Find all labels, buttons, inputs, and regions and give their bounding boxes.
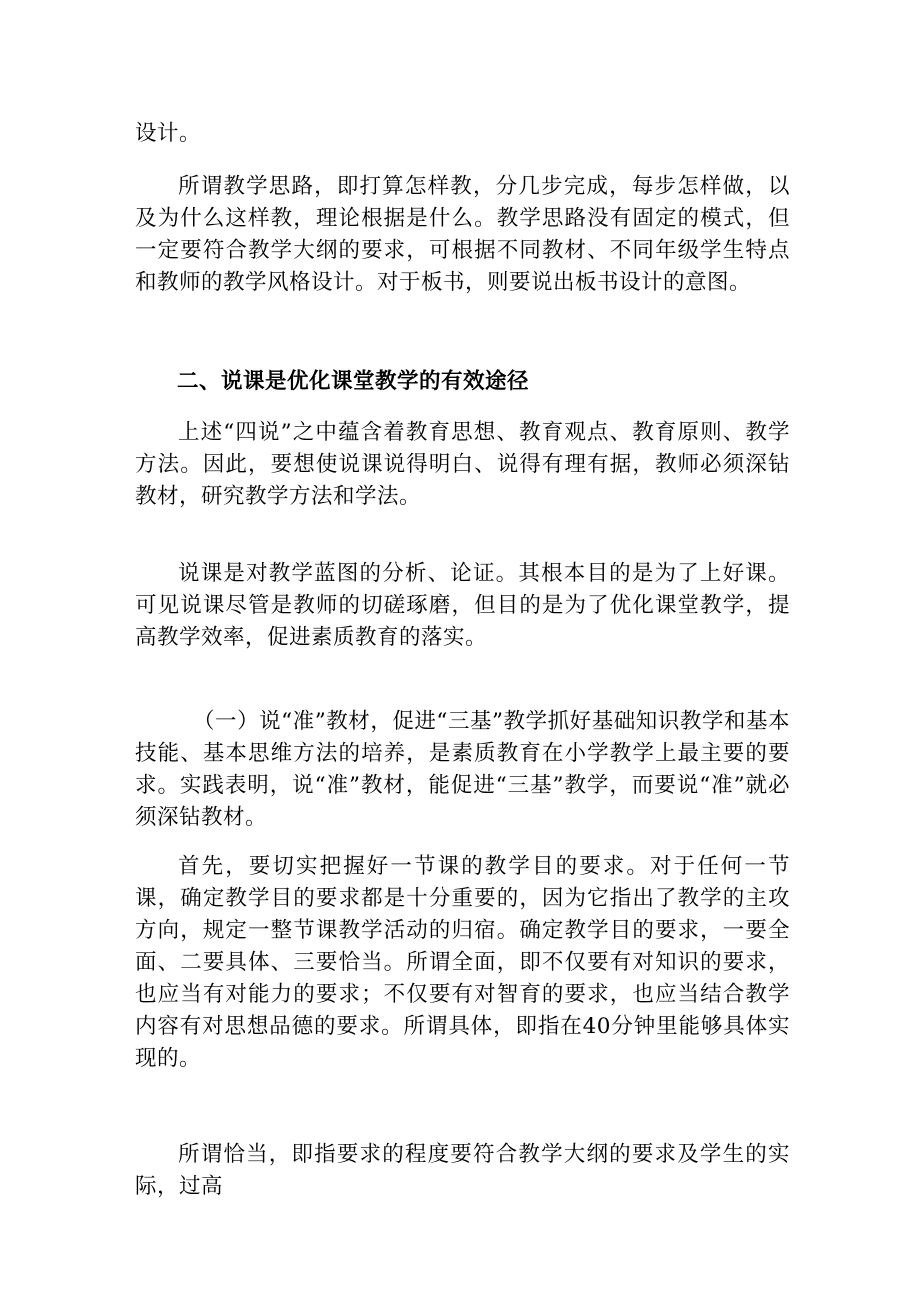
paragraph-subsection-one: （一）说“准”教材，促进“三基”教学抓好基础知识教学和基本技能、基本思维方法的培养，是素质教育在小学教学上最主要的要求。实践表明，说“准”教材，能促进“三基”教学，而要说“准”就必须深钻教材。 xyxy=(135,709,790,830)
paragraph-appropriate: 所谓恰当，即指要求的程度要符合教学大纲的要求及学生的实际，过高 xyxy=(135,1142,790,1199)
paragraph-teaching-ideas: 所谓教学思路，即打算怎样教，分几步完成，每步怎样做，以及为什么这样教，理论根据是什么。教学思路没有固定的模式，但一定要符合教学大纲的要求，可根据不同教材、不同年级学生特点和教师的教学风格设计。对于板书，则要说出板书设计的意图。 xyxy=(135,174,790,295)
paragraph-four-talks: 上述“四说”之中蕴含着教育思想、教育观点、教育原则、教学方法。因此，要想使说课说得明白、说得有理有据，教师必须深钻教材，研究教学方法和学法。 xyxy=(135,420,790,509)
paragraph-teaching-goals: 首先，要切实把握好一节课的教学目的要求。对于任何一节课，确定教学目的要求都是十分重要的，因为它指出了教学的主攻方向，规定一整节课教学活动的归宿。确定教学目的要求，一要全面、二要具体、三要恰当。所谓全面，即不仅要有对知识的要求，也应当有对能力的要求；不仅要有对智育的要求，也应当结合教学内容有对思想品德的要求。所谓具体，即指在40分钟里能够具体实现的。 xyxy=(135,854,790,1071)
paragraph-lesson-analysis: 说课是对教学蓝图的分析、论证。其根本目的是为了上好课。可见说课尽管是教师的切磋琢磨，但目的是为了优化课堂教学，提高教学效率，促进素质教育的落实。 xyxy=(135,561,790,650)
section-heading: 二、说课是优化课堂教学的有效途径 xyxy=(177,369,530,394)
paragraph-continuation: 设计。 xyxy=(135,121,202,146)
